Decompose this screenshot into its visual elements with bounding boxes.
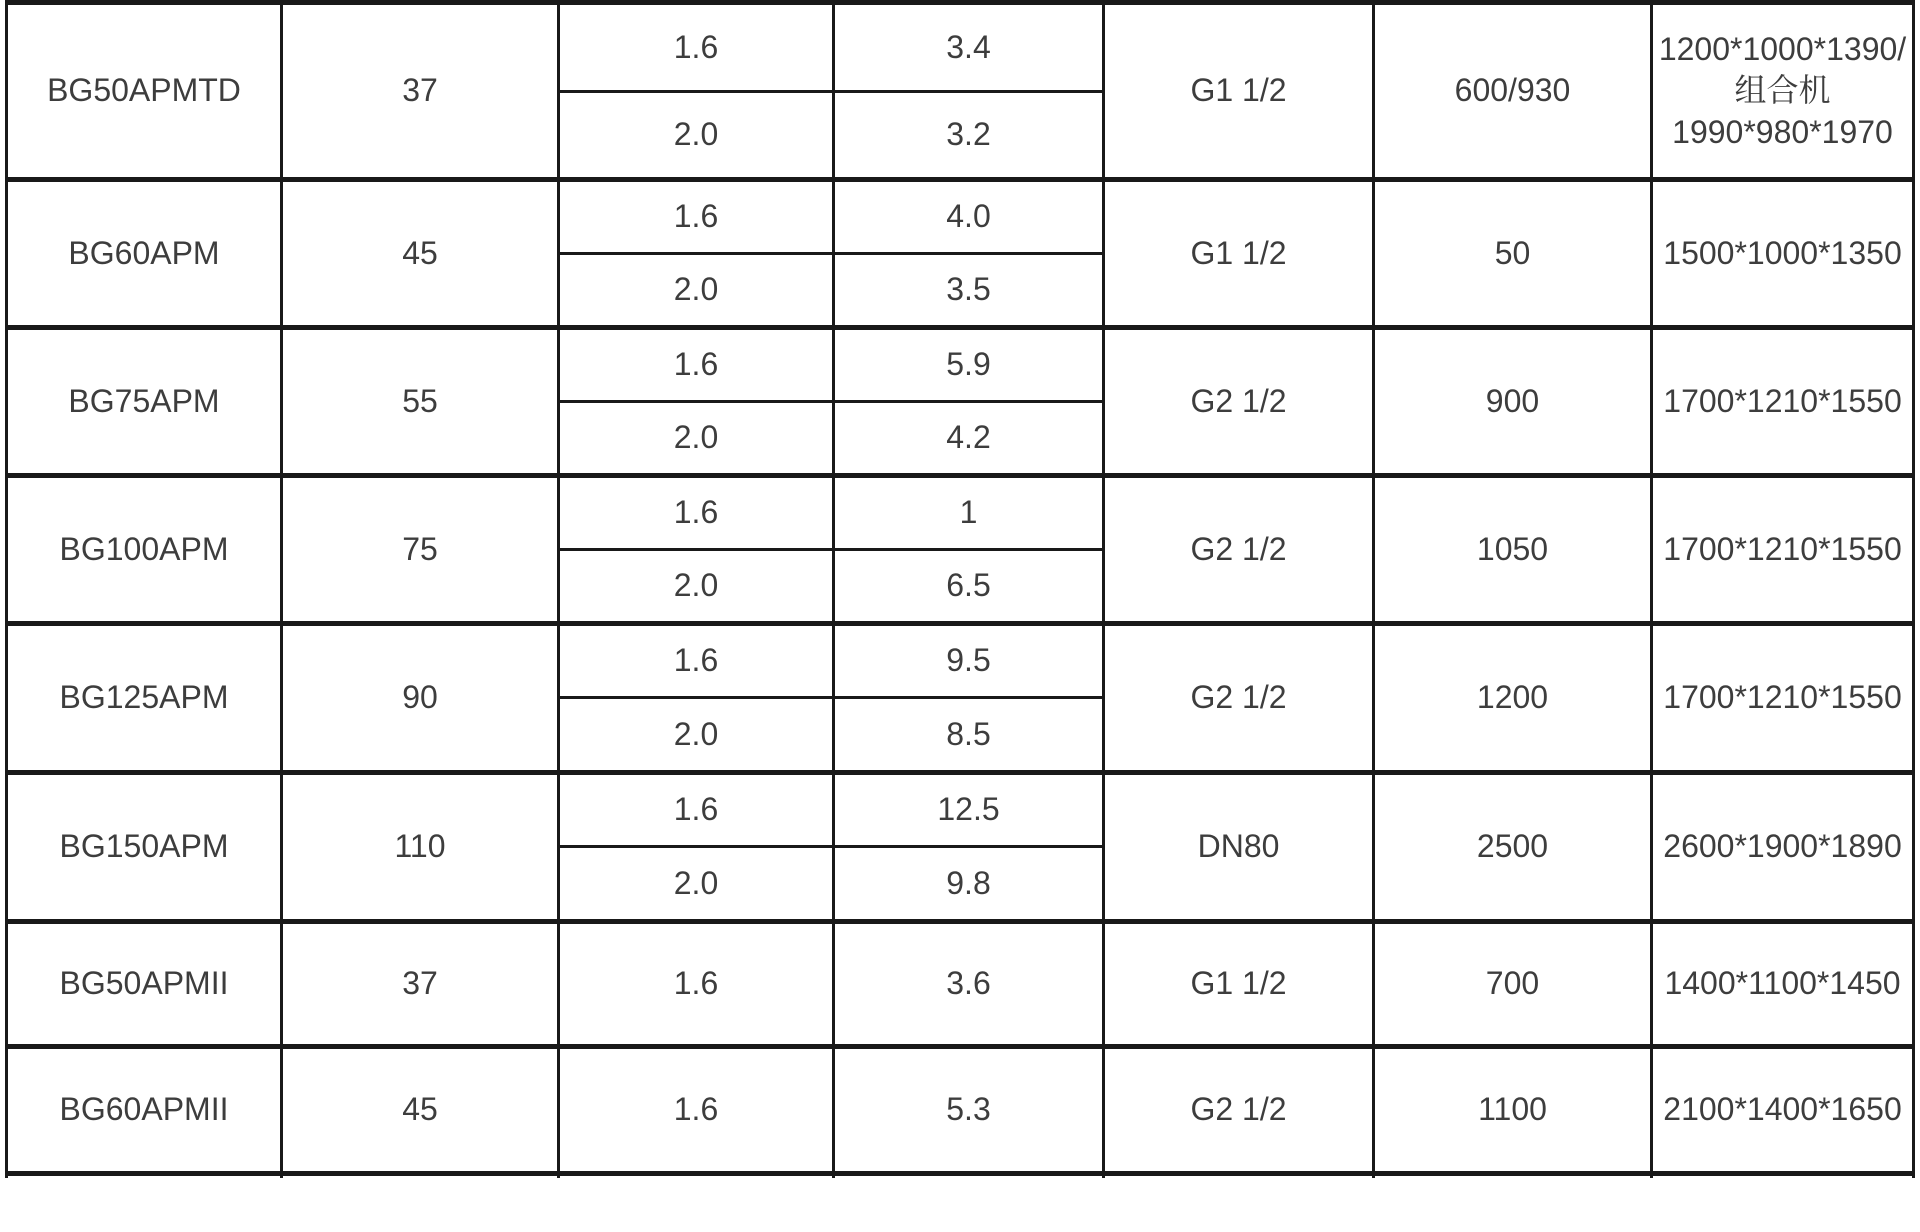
model-cell: BG100APM [7, 476, 282, 624]
cut-off-row [7, 1174, 1914, 1178]
dimensions-cell: 1400*1100*1450 [1652, 922, 1914, 1047]
model-cell: BG60APM [7, 180, 282, 328]
cut-off-cell [1652, 1174, 1914, 1178]
dimensions-cell: 1200*1000*1390/组合机 1990*980*1970 [1652, 3, 1914, 180]
spec-table [5, 0, 1915, 1178]
cut-off-cell [282, 1174, 559, 1178]
flow-cell: 6.5 [834, 550, 1104, 624]
dimensions-cell: 2600*1900*1890 [1652, 773, 1914, 922]
weight-cell: 900 [1374, 328, 1652, 476]
power-cell: 75 [282, 476, 559, 624]
cut-off-cell [559, 1174, 834, 1178]
power-cell: 37 [282, 3, 559, 180]
pressure-cell: 2.0 [559, 92, 834, 180]
flow-cell: 4.0 [834, 180, 1104, 254]
weight-cell: 1200 [1374, 624, 1652, 773]
power-cell: 37 [282, 922, 559, 1047]
pressure-cell: 1.6 [559, 328, 834, 402]
dimensions-cell: 1700*1210*1550 [1652, 476, 1914, 624]
power-cell: 55 [282, 328, 559, 476]
model-cell: BG50APMII [7, 922, 282, 1047]
weight-cell: 50 [1374, 180, 1652, 328]
flow-cell: 3.6 [834, 922, 1104, 1047]
dimensions-cell: 1700*1210*1550 [1652, 328, 1914, 476]
table-row [7, 773, 1914, 847]
dimensions-cell: 2100*1400*1650 [1652, 1047, 1914, 1174]
pressure-cell: 1.6 [559, 773, 834, 847]
power-cell: 90 [282, 624, 559, 773]
outlet-cell: G1 1/2 [1104, 3, 1374, 180]
pressure-cell: 1.6 [559, 922, 834, 1047]
table-row [7, 922, 1914, 1047]
flow-cell: 3.2 [834, 92, 1104, 180]
spec-table-body [7, 0, 1914, 1178]
outlet-cell: G2 1/2 [1104, 476, 1374, 624]
flow-cell: 5.3 [834, 1047, 1104, 1174]
pressure-cell: 2.0 [559, 847, 834, 922]
pressure-cell: 2.0 [559, 254, 834, 328]
outlet-cell: G1 1/2 [1104, 180, 1374, 328]
flow-cell: 4.2 [834, 402, 1104, 476]
pressure-cell: 2.0 [559, 698, 834, 773]
pressure-cell: 1.6 [559, 180, 834, 254]
cut-off-cell [834, 1174, 1104, 1178]
weight-cell: 1050 [1374, 476, 1652, 624]
weight-cell: 2500 [1374, 773, 1652, 922]
power-cell: 45 [282, 180, 559, 328]
pressure-cell: 1.6 [559, 3, 834, 92]
pressure-cell: 2.0 [559, 402, 834, 476]
model-cell: BG150APM [7, 773, 282, 922]
pressure-cell: 2.0 [559, 550, 834, 624]
cut-off-cell [1104, 1174, 1374, 1178]
flow-cell: 3.4 [834, 3, 1104, 92]
dimensions-cell: 1500*1000*1350 [1652, 180, 1914, 328]
weight-cell: 1100 [1374, 1047, 1652, 1174]
table-row [7, 180, 1914, 254]
pressure-cell: 1.6 [559, 476, 834, 550]
table-row [7, 1047, 1914, 1174]
flow-cell: 9.8 [834, 847, 1104, 922]
weight-cell: 700 [1374, 922, 1652, 1047]
table-row [7, 3, 1914, 92]
outlet-cell: DN80 [1104, 773, 1374, 922]
flow-cell: 5.9 [834, 328, 1104, 402]
table-row [7, 328, 1914, 402]
model-cell: BG50APMTD [7, 3, 282, 180]
weight-cell: 600/930 [1374, 3, 1652, 180]
flow-cell: 3.5 [834, 254, 1104, 328]
pressure-cell: 1.6 [559, 1047, 834, 1174]
table-row [7, 476, 1914, 550]
power-cell: 110 [282, 773, 559, 922]
flow-cell: 12.5 [834, 773, 1104, 847]
outlet-cell: G2 1/2 [1104, 624, 1374, 773]
cut-off-cell [7, 1174, 282, 1178]
flow-cell: 9.5 [834, 624, 1104, 698]
cut-off-cell [1374, 1174, 1652, 1178]
pressure-cell: 1.6 [559, 624, 834, 698]
dimensions-cell: 1700*1210*1550 [1652, 624, 1914, 773]
power-cell: 45 [282, 1047, 559, 1174]
model-cell: BG75APM [7, 328, 282, 476]
flow-cell: 1 [834, 476, 1104, 550]
model-cell: BG60APMII [7, 1047, 282, 1174]
outlet-cell: G1 1/2 [1104, 922, 1374, 1047]
model-cell: BG125APM [7, 624, 282, 773]
flow-cell: 8.5 [834, 698, 1104, 773]
outlet-cell: G2 1/2 [1104, 328, 1374, 476]
outlet-cell: G2 1/2 [1104, 1047, 1374, 1174]
table-row [7, 624, 1914, 698]
